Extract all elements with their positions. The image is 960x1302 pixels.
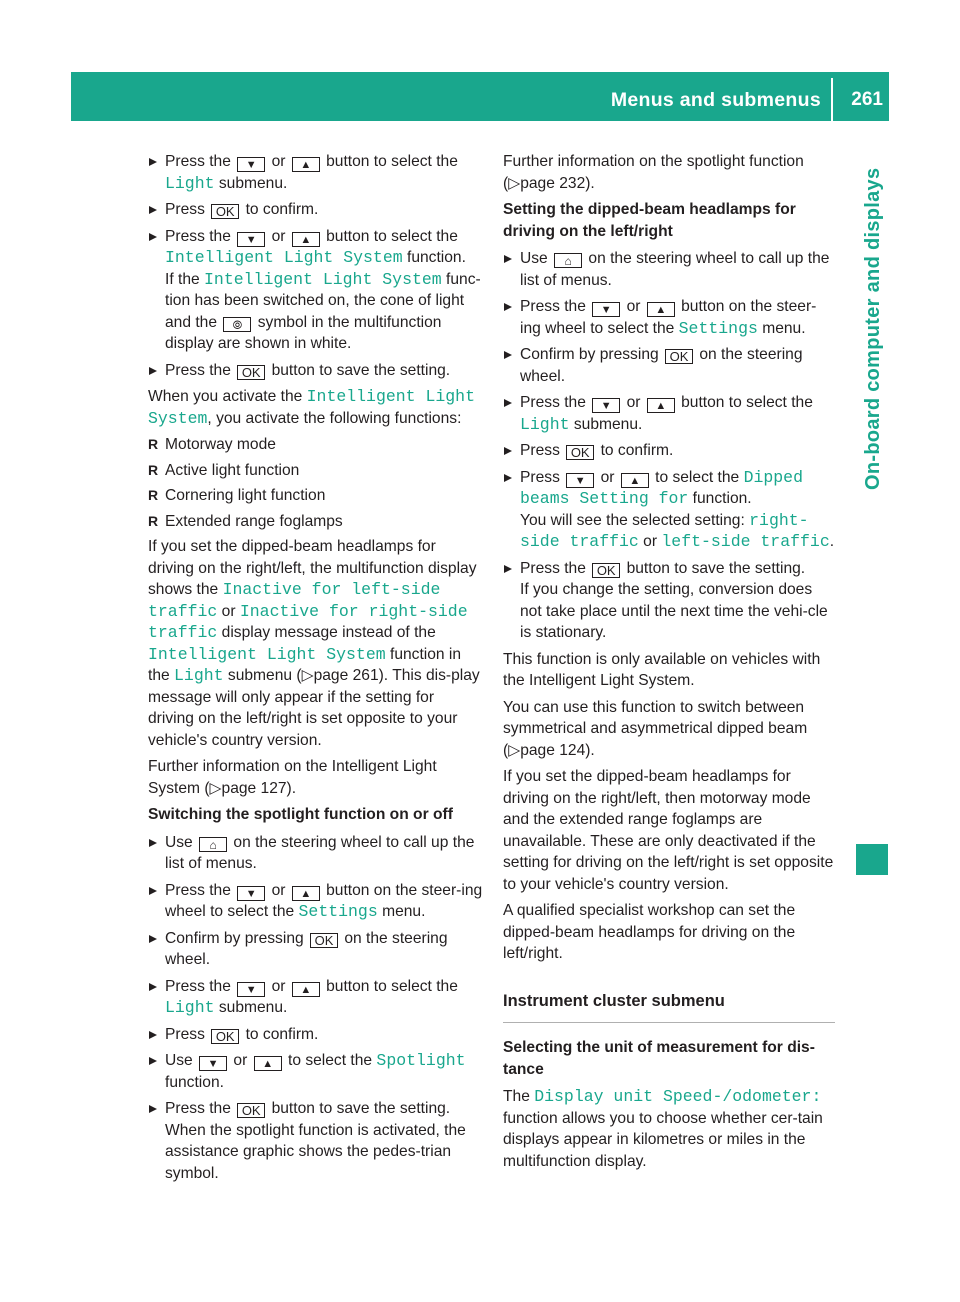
ok-key-icon: OK — [310, 933, 338, 948]
down-arrow-icon: ▼ — [237, 982, 265, 997]
step-select-spotlight: Use ▼ or ▲ to select the Spotlight function. — [148, 1050, 483, 1093]
page-ref-icon: ▷ — [508, 174, 521, 192]
menu-term: Light — [165, 173, 215, 193]
list-item: R Cornering light function — [148, 485, 483, 507]
step-select-settings: Press the ▼ or ▲ button on the steer-ing wheel to select the Settings menu. — [148, 880, 483, 923]
heading-instrument-cluster: Instrument cluster submenu — [503, 991, 835, 1024]
step-select-ils: Press the ▼ or ▲ button to select the Intelligent Light System function. If the Intelligent Light System func-tion has been switched on, the cone of light and the ⦾ symbol in the multifunction display are shown in white. — [148, 226, 483, 355]
menu-term: Display unit Speed-/odometer: — [534, 1087, 822, 1106]
heading-unit-distance: Selecting the unit of measurement for dis-tance — [503, 1039, 815, 1078]
down-arrow-icon: ▼ — [237, 886, 265, 901]
step-select-light: Press the ▼ or ▲ button to select the Light submenu. — [148, 976, 483, 1019]
menu-term: right-side traffic — [520, 510, 809, 551]
menu-term: Intelligent Light System — [165, 248, 403, 267]
list-item: R Active light function — [148, 460, 483, 482]
step-save-spotlight: Press the OK button to save the setting. When the spotlight function is activated, the assistance graphic shows the pedes-trian symbol. — [148, 1098, 483, 1184]
paragraph-motorway: If you set the dipped-beam headlamps for driving on the right/left, then motorway mode and the extended range foglamps are unavailable. These are only deactivated if the setting for driving on the left/right is set opposite to your vehicle's country version. — [503, 768, 834, 893]
page-ref-icon: ▷ — [209, 779, 222, 797]
ok-key-icon: OK — [211, 204, 239, 219]
headlamp-beam-icon: ⦾ — [223, 317, 251, 332]
down-arrow-icon: ▼ — [592, 398, 620, 413]
menu-term: Dipped beams Setting for — [520, 467, 803, 508]
paragraph-spotlight-info: Further information on the spotlight function (▷page 232). — [503, 153, 804, 192]
side-tab-marker — [856, 844, 888, 875]
page-ref-icon: ▷ — [301, 667, 314, 684]
up-arrow-icon: ▲ — [292, 886, 320, 901]
up-arrow-icon: ▲ — [647, 398, 675, 413]
paragraph-inactive-message: If you set the dipped-beam headlamps for driving on the right/left, the multifunction display shows the Inactive for left-side traffic or Inactive for right-side traffic display message instead of the Intelligent Light System function in the Light submenu (▷page 261). This dis-play message will only appear if the setting for driving on the left/right is set opposite to your vehicle's country version. — [148, 538, 480, 749]
down-arrow-icon: ▼ — [237, 232, 265, 247]
up-arrow-icon: ▲ — [621, 473, 649, 488]
down-arrow-icon: ▼ — [592, 302, 620, 317]
up-arrow-icon: ▲ — [292, 157, 320, 172]
step-confirm: Press OK to confirm. — [148, 199, 483, 221]
header-title: Menus and submenus — [610, 89, 821, 111]
menu-term: Spotlight — [376, 1051, 466, 1070]
up-arrow-icon: ▲ — [254, 1056, 282, 1071]
ok-key-icon: OK — [237, 365, 265, 380]
step-save: Press the OK button to save the setting. If you change the setting, conversion does not take place until the next time the vehi-cle is stationary. — [503, 558, 835, 644]
step-select-settings: Press the ▼ or ▲ button on the steer-ing wheel to select the Settings menu. — [503, 296, 835, 339]
ok-key-icon: OK — [237, 1103, 265, 1118]
down-arrow-icon: ▼ — [566, 473, 594, 488]
ok-key-icon: OK — [211, 1029, 239, 1044]
step-select-light: Press the ▼ or ▲ button to select the Light submenu. — [503, 392, 835, 435]
up-arrow-icon: ▲ — [292, 982, 320, 997]
step-confirm-wheel: Confirm by pressing OK on the steering wheel. — [503, 344, 835, 387]
menu-term: Light — [165, 998, 215, 1017]
up-arrow-icon: ▲ — [647, 302, 675, 317]
menu-term: Settings — [298, 902, 378, 921]
list-item: R Extended range foglamps — [148, 511, 483, 533]
menu-term: Intelligent Light System — [204, 269, 442, 289]
home-icon: ⌂ — [199, 837, 227, 852]
ok-key-icon: OK — [566, 445, 594, 460]
menu-term: Settings — [678, 318, 758, 338]
left-column — [148, 151, 483, 1189]
ok-key-icon: OK — [592, 563, 620, 578]
paragraph-symmetric: You can use this function to switch between symmetrical and asymmetrical dipped beam (▷page 124). — [503, 698, 808, 759]
side-tab-label: On-board computer and displays — [862, 168, 884, 491]
step-call-menu: Use ⌂ on the steering wheel to call up the list of menus. — [148, 832, 483, 875]
step-confirm-wheel: Confirm by pressing OK on the steering wheel. — [148, 928, 483, 971]
menu-term: Inactive for left-side traffic — [148, 580, 441, 621]
step-confirm: Press OK to confirm. — [148, 1024, 483, 1046]
step-select-dipped: Press ▼ or ▲ to select the Dipped beams Setting for function. You will see the selected setting: right-side traffic or left-side traffic. — [503, 467, 835, 553]
paragraph-availability: This function is only available on vehicles with the Intelligent Light System. — [503, 650, 821, 689]
home-icon: ⌂ — [554, 253, 582, 268]
down-arrow-icon: ▼ — [237, 157, 265, 172]
menu-term: Light — [520, 414, 570, 434]
menu-term: Intelligent Light System — [148, 387, 475, 428]
right-column — [503, 151, 835, 1177]
paragraph-workshop: A qualified specialist workshop can set the dipped-beam headlamps for driving on the left/right. — [503, 902, 796, 962]
menu-term: Inactive for right-side traffic — [148, 601, 468, 642]
heading-spotlight: Switching the spotlight function on or off — [148, 806, 453, 823]
up-arrow-icon: ▲ — [292, 232, 320, 247]
paragraph-further-info: Further information on the Intelligent Light System (▷page 127). — [148, 758, 437, 797]
down-arrow-icon: ▼ — [199, 1056, 227, 1071]
step-call-menu: Use ⌂ on the steering wheel to call up the list of menus. — [503, 248, 835, 291]
step-select-light: Press the ▼ or ▲ button to select the Light submenu. — [148, 151, 483, 194]
header-divider — [831, 78, 833, 121]
ok-key-icon: OK — [665, 349, 693, 364]
page-number: 261 — [851, 89, 883, 110]
step-confirm: Press OK to confirm. — [503, 440, 835, 462]
paragraph-activate: When you activate the Intelligent Light System, you activate the following functions: — [148, 387, 475, 428]
heading-dipped-beam: Setting the dipped-beam headlamps for driving on the left/right — [503, 201, 796, 240]
menu-term: Intelligent Light System — [148, 644, 386, 664]
list-item: R Motorway mode — [148, 434, 483, 456]
menu-term: left-side traffic — [661, 532, 830, 551]
step-save: Press the OK button to save the setting. — [148, 360, 483, 382]
paragraph-display-unit: The Display unit Speed-/odometer: function allows you to choose whether cer-tain displays appear in kilometres or miles in the multifunction display. — [503, 1087, 823, 1170]
menu-term: Light — [174, 666, 224, 685]
page-ref-icon: ▷ — [508, 741, 521, 759]
page-header — [71, 72, 889, 121]
